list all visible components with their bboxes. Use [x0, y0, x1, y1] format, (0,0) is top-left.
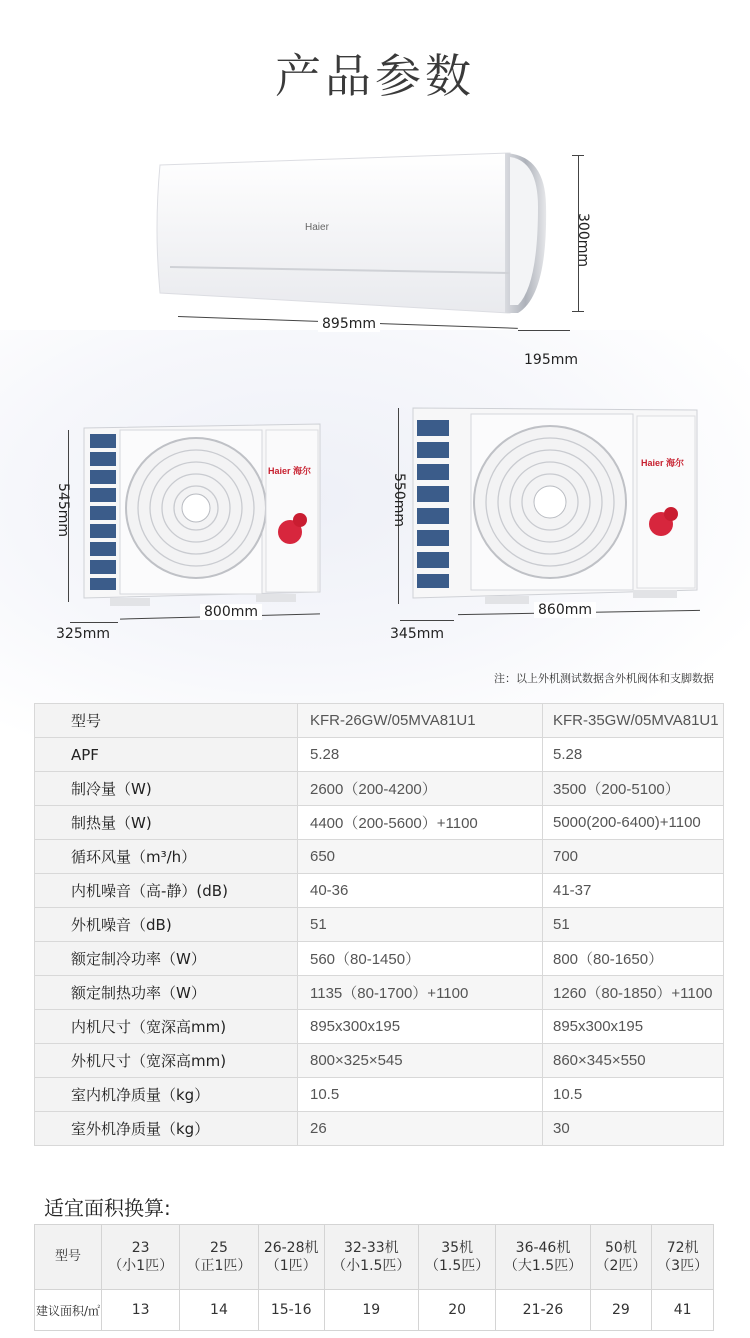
area-model-horsepower: （1匹） [265, 1258, 317, 1274]
spec-value-model-1: 650 [298, 840, 543, 874]
area-model-cell [102, 1225, 180, 1290]
indoor-height-tick-top [572, 155, 584, 156]
spec-value-model-2: 860×345×550 [543, 1044, 724, 1078]
spec-row [35, 840, 724, 874]
spec-row [35, 806, 724, 840]
spec-value-model-1: 26 [298, 1112, 543, 1146]
indoor-depth-line [518, 330, 570, 331]
spec-value-model-1: 1135（80-1700）+1100 [298, 976, 543, 1010]
outdoor-left-height-label: 545mm [55, 483, 71, 537]
area-model-horsepower: （2匹） [595, 1258, 647, 1274]
spec-value-model-1: 10.5 [298, 1078, 543, 1112]
area-model-cell [590, 1225, 652, 1290]
area-value-cell: 20 [418, 1290, 496, 1331]
outdoor-left-depth-line [70, 622, 118, 623]
area-model-cell [496, 1225, 590, 1290]
spec-row [35, 704, 724, 738]
area-value-cell: 21-26 [496, 1290, 590, 1331]
area-value-cell: 15-16 [258, 1290, 324, 1331]
spec-value-model-2: 5.28 [543, 738, 724, 772]
area-model-horsepower: （1.5匹） [425, 1258, 490, 1274]
spec-row [35, 772, 724, 806]
area-model-cell [258, 1225, 324, 1290]
outdoor-right-height-label: 550mm [391, 473, 407, 527]
spec-label: 循环风量（m³/h） [35, 840, 298, 874]
area-model-capacity: 25 [210, 1240, 228, 1256]
spec-row [35, 976, 724, 1010]
area-header-row [35, 1225, 714, 1290]
spec-value-model-1: 5.28 [298, 738, 543, 772]
page-title: 产品参数 [275, 49, 475, 103]
area-value-cell: 41 [652, 1290, 714, 1331]
spec-label: 内机噪音（高-静）(dB) [35, 874, 298, 908]
spec-label: 额定制热功率（W） [35, 976, 298, 1010]
area-value-cell: 14 [180, 1290, 258, 1331]
area-model-capacity: 32-33机 [343, 1240, 399, 1256]
area-model-horsepower: （大1.5匹） [503, 1258, 583, 1274]
outdoor-left-brand: Haier 海尔 [268, 466, 312, 476]
area-value-row [35, 1290, 714, 1331]
spec-value-model-1: 800×325×545 [298, 1044, 543, 1078]
spec-value-model-2: 3500（200-5100） [543, 772, 724, 806]
spec-row [35, 908, 724, 942]
spec-label: 外机噪音（dB) [35, 908, 298, 942]
spec-value-model-2: 5000(200-6400)+1100 [543, 806, 724, 840]
spec-row [35, 1010, 724, 1044]
spec-row [35, 1112, 724, 1146]
spec-value-model-1: 895x300x195 [298, 1010, 543, 1044]
spec-value-model-2: 51 [543, 908, 724, 942]
spec-value-model-2: 700 [543, 840, 724, 874]
spec-label: 制冷量（W) [35, 772, 298, 806]
indoor-height-label: 300mm [575, 213, 591, 267]
outdoor-unit-right-image [405, 402, 705, 612]
area-model-cell [324, 1225, 418, 1290]
area-model-horsepower: （小1匹） [108, 1258, 174, 1274]
area-value-cell: 19 [324, 1290, 418, 1331]
indoor-height-tick-bottom [572, 311, 584, 312]
indoor-depth-label: 195mm [524, 352, 578, 368]
area-model-capacity: 50机 [605, 1240, 637, 1256]
outdoor-left-width-label: 800mm [200, 604, 262, 620]
spec-label: APF [35, 738, 298, 772]
note-text: 注：以上外机测试数据含外机阀体和支脚数据 [494, 672, 714, 685]
spec-label: 室内机净质量（kg） [35, 1078, 298, 1112]
spec-value-model-2: 1260（80-1850）+1100 [543, 976, 724, 1010]
area-model-horsepower: （小1.5匹） [332, 1258, 411, 1274]
area-header-label: 型号 [35, 1225, 102, 1290]
spec-value-model-1: 4400（200-5600）+1100 [298, 806, 543, 840]
area-row-label: 建议面积/㎡ [35, 1290, 102, 1331]
outdoor-right-width-label: 860mm [534, 602, 596, 618]
outdoor-unit-left-image [76, 420, 326, 612]
area-model-horsepower: （正1匹） [186, 1258, 252, 1274]
spec-value-model-2: 41-37 [543, 874, 724, 908]
spec-value-model-1: 560（80-1450） [298, 942, 543, 976]
area-model-capacity: 23 [131, 1240, 150, 1256]
outdoor-right-depth-label: 345mm [390, 626, 444, 642]
spec-row [35, 1044, 724, 1078]
outdoor-left-depth-label: 325mm [56, 626, 110, 642]
area-model-capacity: 72机 [666, 1240, 699, 1256]
area-value-cell: 29 [590, 1290, 652, 1331]
spec-label: 型号 [35, 704, 298, 738]
indoor-unit-image [150, 145, 560, 320]
spec-label: 外机尺寸（宽深高mm) [35, 1044, 298, 1078]
spec-table [34, 703, 724, 1146]
area-model-cell [418, 1225, 496, 1290]
area-model-horsepower: （3匹） [657, 1258, 709, 1274]
area-model-cell [180, 1225, 258, 1290]
spec-row [35, 942, 724, 976]
area-model-capacity: 35机 [441, 1240, 474, 1256]
spec-value-model-1: 51 [298, 908, 543, 942]
area-value-cell: 13 [102, 1290, 180, 1331]
spec-value-model-1: 40-36 [298, 874, 543, 908]
area-model-capacity: 36-46机 [515, 1240, 571, 1256]
outdoor-right-brand: Haier 海尔 [641, 458, 685, 468]
indoor-brand-logo: Haier [305, 222, 329, 233]
spec-value-model-2: KFR-35GW/05MVA81U1 [543, 704, 724, 738]
outdoor-right-depth-line [400, 620, 454, 621]
spec-label: 室外机净质量（kg） [35, 1112, 298, 1146]
spec-value-model-2: 10.5 [543, 1078, 724, 1112]
spec-row [35, 874, 724, 908]
spec-value-model-1: KFR-26GW/05MVA81U1 [298, 704, 543, 738]
indoor-width-label: 895mm [318, 316, 380, 332]
area-model-capacity: 26-28机 [263, 1240, 319, 1256]
spec-label: 内机尺寸（宽深高mm) [35, 1010, 298, 1044]
area-section-title: 适宜面积换算: [44, 1196, 171, 1220]
spec-value-model-1: 2600（200-4200） [298, 772, 543, 806]
area-table [34, 1224, 714, 1331]
spec-value-model-2: 30 [543, 1112, 724, 1146]
area-model-cell [652, 1225, 714, 1290]
spec-row [35, 1078, 724, 1112]
spec-value-model-2: 800（80-1650） [543, 942, 724, 976]
spec-value-model-2: 895x300x195 [543, 1010, 724, 1044]
spec-label: 制热量（W) [35, 806, 298, 840]
spec-label: 额定制冷功率（W） [35, 942, 298, 976]
spec-row [35, 738, 724, 772]
